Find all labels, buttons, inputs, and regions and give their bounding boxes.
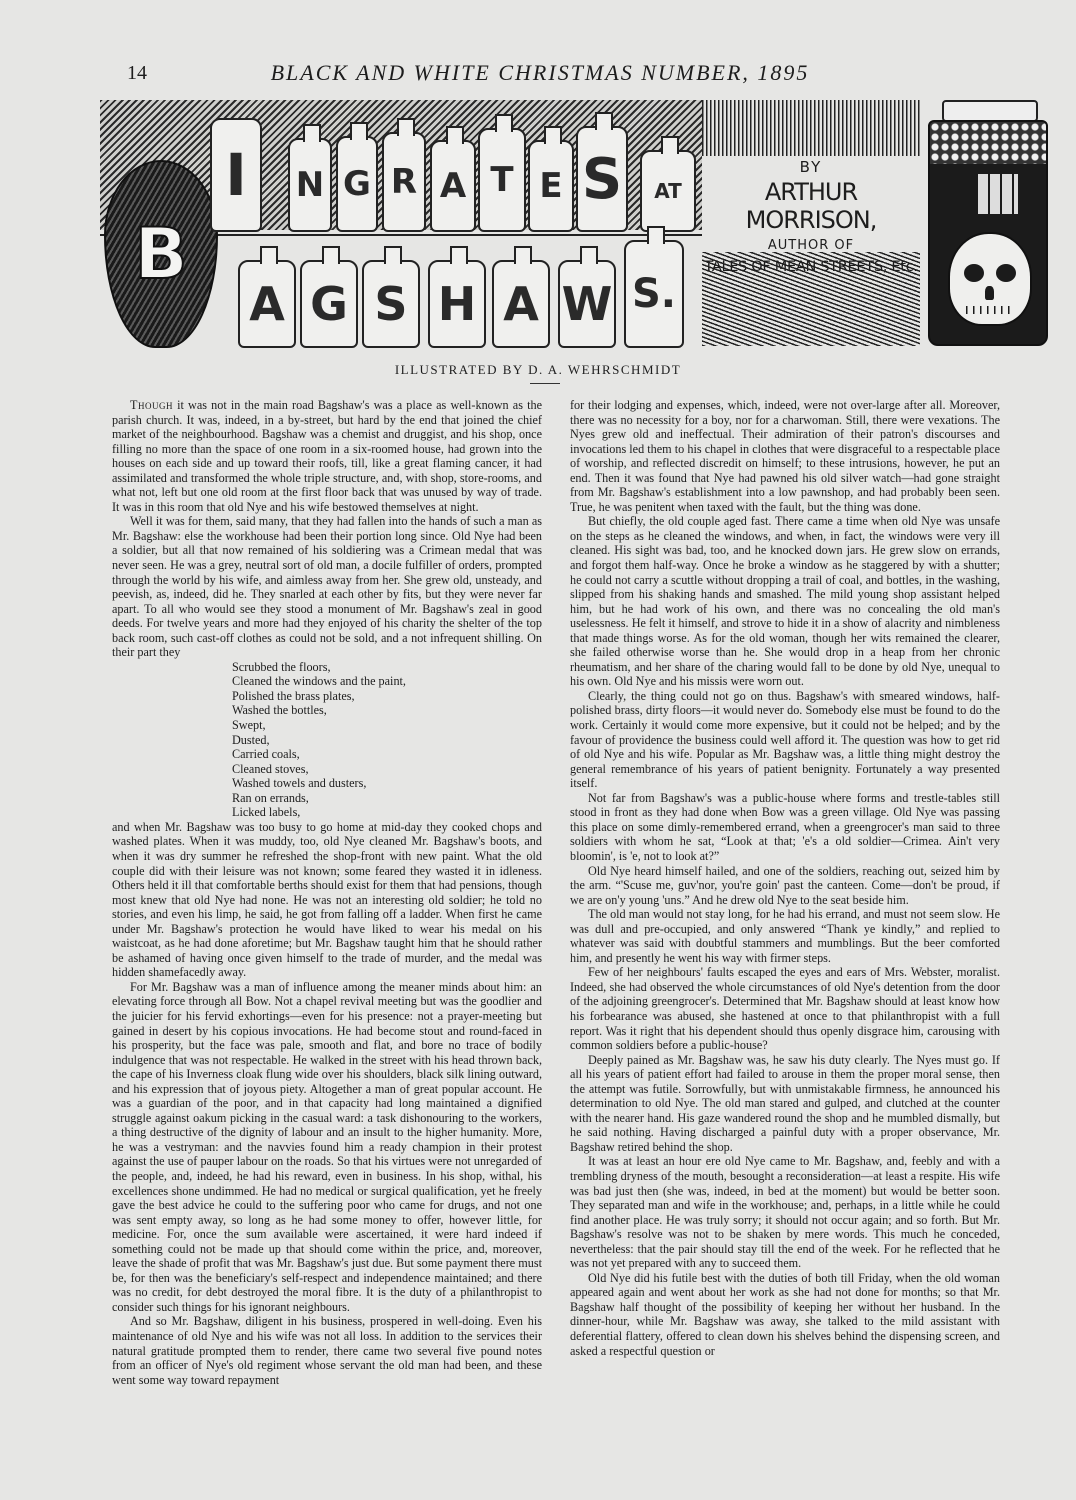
list-item: Carried coals, — [232, 747, 300, 762]
title-letter-bottle: A — [238, 260, 296, 348]
author-byline — [702, 100, 920, 348]
author-name: ARTHUR MORRISON, — [745, 178, 877, 234]
title-letter-bottle: A — [430, 140, 476, 232]
title-letter-bottle: R — [382, 132, 426, 232]
author-of-label: AUTHOR OF — [767, 238, 855, 253]
title-letter-bottle: A — [492, 260, 550, 348]
jar-lid-icon — [942, 100, 1038, 122]
previous-work: TALES OF MEAN STREETS, Etc. — [704, 259, 918, 275]
title-letter-bottle: S. — [624, 240, 684, 348]
paragraph: Though it was not in the main road Bagshaw's was a place as well-known as the parish church. It was, indeed, in a by-street, but hard by the end that joined the chief market of the neighbourhood. Bagshaw was a chemist and druggist, and his shop, once filling no more than the space of one room in a six-roomed house, had grown into the houses on each side and up toward their roofs, till, like a great flaming cancer, it had assimilated and transformed the whole triple structure, and, with shop, store-rooms, and what not, left but one old room at the first floor back that was unused by way of trade. It was in this room that old Nye and his wife bestowed themselves at night. — [112, 398, 542, 514]
skull-jar-illustration — [928, 100, 1048, 346]
title-connector-bottle: AT — [640, 150, 696, 232]
chores-list — [232, 660, 542, 820]
pills-icon — [930, 122, 1046, 164]
title-letter-bottle: S — [576, 126, 628, 232]
title-letter-bottle: I — [210, 118, 262, 232]
list-item: Licked labels, — [232, 805, 301, 820]
paragraph: Few of her neighbours' faults escaped the eyes and ears of Mrs. Webster, moralist. Indeed, she had observed the whole circumstances of old Nye's detention from the door of the adjoining greengrocer's. Determined that Mr. Bagshaw should at least know how his forbearance was abused, she hastened at once to that philanthropist with a full report. Was it right that his dependent should thus openly disgrace him, carousing with common soldiers before a public-house? — [570, 965, 1000, 1053]
list-item: Washed towels and dusters, — [232, 776, 367, 791]
title-letter-bottle: G — [300, 260, 358, 348]
paragraph: The old man would not stay long, for he had his errand, and must not seem slow. He was dull and pre-occupied, and only answered “Thank ye kindly,” and replied to whatever was said with doubtful stammers and mumblings. But the beer comforted him, and presently he went his way with firmer steps. — [570, 907, 1000, 965]
paragraph: Deeply pained as Mr. Bagshaw was, he saw his duty clearly. The Nyes must go. If all his years of patient effort had failed to arouse in them the proper moral sense, then the attempt was futile. Sorrowfully, but with unmistakable firmness, he announced his determination to old Nye. The old man stared and gulped, and clutched at the counter with the nearer hand. His gaze wandered round the shop and he mumbled dismally, but he said nothing. Having discharged a painful duty with a proper observance, Mr. Bagshaw retired behind the shop. — [570, 1052, 1000, 1154]
title-letter-bottle: H — [428, 260, 486, 348]
page-number: 14 — [127, 62, 147, 84]
list-item: Dusted, — [232, 732, 270, 747]
list-item: Cleaned stoves, — [232, 761, 309, 776]
list-item: Polished the brass plates, — [232, 688, 355, 703]
illustrator-credit: ILLUSTRATED BY D. A. WEHRSCHMIDT — [394, 362, 682, 377]
title-letter-bottle: G — [336, 136, 378, 232]
publication-title: BLACK AND WHITE CHRISTMAS NUMBER, 1895 — [270, 60, 810, 85]
paragraph: Not far from Bagshaw's was a public-house where forms and trestle-tables still stood in front as they had done when Bow was a green village. Old Nye was passing this place on some dimly-remembered errand, when a greengrocer's man said to three soldiers with whom he sat, “Look at that; 'e's a old soldier—Crimea. Ain't very bloomin', is 'e, not to look at?” — [570, 790, 1000, 863]
list-item: Ran on errands, — [232, 790, 309, 805]
skull-icon — [948, 232, 1032, 326]
title-banner — [100, 100, 1060, 348]
running-head — [0, 60, 1076, 90]
paragraph: for their lodging and expenses, which, indeed, were not over-large after all. Moreover, there was no necessity for a boy, nor for a charwoman. Still, there were vexations. The Nyes grew old and ineffectual. Their admiration of their patron's discourses and invocations led them to his chapel in clothes that were disgraceful to a respectable place of worship, and reflected discredit on himself; to these intrusions, however, he put an end. Then it was found that Nye had pawned his old silver watch—had gone straight from Mr. Bagshaw's establishment into a low pawnshop, and had probably been seen. True, he was penitent when taxed with the fault, but the thing was done. — [570, 398, 1000, 514]
paragraph: It was at least an hour ere old Nye came to Mr. Bagshaw, and, feebly and with a trembling dryness of the mouth, besought a reconsideration—at least a respite. His wife was bad just then (she was, indeed, in bed at the moment) but would be better soon. They separated man and wife in the workhouse; and, perhaps, in a little while he could find another place. He was truly sorry; it should not occur again; and so forth. But Mr. Bagshaw's resolve was not to be shaken by mere words. This much he conceded, nevertheless: that the pair should stay till the end of the week. For he reflected that he was not yet prepared with any to succeed them. — [570, 1154, 1000, 1271]
title-letter-bottle: N — [288, 138, 332, 232]
paragraph: For Mr. Bagshaw was a man of influence among the meaner minds about him: an elevating force through all Bow. Not a chapel revival meeting but was the goodlier and the juicier for his fervid exhortings—even for his presence: not a prayer-meeting but gained in desert by his copious invocations. He had become stout and round-faced in his prosperity, but the face was pale, smooth and flat, and bore no trace of bodily indulgence that was not respectable. He walked in the street with his head thrown back, the cape of his Inverness cloak flung wide over his shoulders, black silk lining outward, and his expression that of joyous piety. Altogether a man of great popular account. He was a guardian of the poor, and in that capacity had long maintained a dignified struggle against oakum picking in the casual ward: a task dishonouring to the workers, a thing destructive of the dignity of labour and an insult to the higher humanity. More, he was a vestryman: and the navvies found him a ready champion in their protest against the use of pauper labour on the roads. So that his virtues were not unregarded of the people, and, indeed, he had his reward, even in business. In his shop, withal, his excellences shone undimmed. He had no medical or surgical qualification, yet he freely gave the best advice he could to the suffering poor who came for drugs, and not one was sent empty away, so long as he had some money to offer, however little, for medicine. For, once the sum available were ascertained, it were hard indeed if something could not be made up that should come within the price, and, moreover, leave the shade of profit that was Mr. Bagshaw's just due. But some payment there must be, for then was the beneficiary's self-respect and independence maintained; and there was no credit, for debt destroyed the moral fibre. It is the duty of a philanthropist to consider such things for his ignorant neighbours. — [112, 979, 542, 1314]
wavy-hatch-top — [702, 100, 920, 156]
paragraph: Clearly, the thing could not go on thus. Bagshaw's with smeared windows, half-polished brass, dirty floors—it would never do. Somebody else must be found to do the work. Certainly it would come more expensive, but it could not be helped; and by the favour of providence the business could well afford it. The question was how to get rid of old Nye and his wife. Popular as Mr. Bagshaw was, a little thing might destroy the general remembrance of his years of patient benignity. Fortunately a way presented itself. — [570, 688, 1000, 791]
list-item: Swept, — [232, 718, 266, 733]
text-column-2 — [570, 398, 1000, 1358]
flask-b-icon: B — [104, 160, 218, 348]
list-item: Cleaned the windows and the paint, — [232, 674, 406, 689]
list-item: Washed the bottles, — [232, 703, 327, 718]
paragraph: and when Mr. Bagshaw was too busy to go home at mid-day they cooked chops and washed plates. When it was muddy, too, old Nye cleaned Mr. Bagshaw's boots, and when it was dry summer he refreshed the shop-front with new paint. What the old couple did with their leisure was not known; some feared they wasted it in idleness. Others held it ill that comfortable berths should exist for them that had pensions, though most knew that old Nye had none. He was not an interesting old soldier; he told no stories, and even his limp, he said, he got from falling off a ladder. When first he came under Mr. Bagshaw's protection he would have liked to wear his medal on his waistcoat, as he had done aforetime; but Mr. Bagshaw taught him that he should rather be ashamed of having once given himself to the trade of murder, and the medal was hidden shamefacedly away. — [112, 819, 542, 980]
paragraph: Old Nye heard himself hailed, and one of the soldiers, reaching out, seized him by the arm. “'Scuse me, guv'nor, you're goin' past the canteen. Come—don't be proud, if we are on'y young 'uns.” And he drew old Nye to the seat beside him. — [570, 863, 1000, 907]
bottle-shelf-illustration — [100, 100, 702, 348]
text-column-1 — [112, 398, 542, 1387]
paragraph: But chiefly, the old couple aged fast. There came a time when old Nye was unsafe on the steps as he cleaned the windows, and when, in fact, the windows were very ill cleaned. His sight was bad, too, and he knocked down jars. He grew slow on errands, and forgot them half-way. Once he broke a window as he staggered by with a shutter; he could not carry a scuttle without dropping a trail of coal, and bottles, in the washing, slipped from his shaking hands and smashed. The mild young shop assistant helped him, but he had work of his own, and there was no concealing the old man's uselessness. He felt it himself, and strove to hide it in a show of alacrity and nimbleness that made things worse. As for the old woman, though her wits remained the clearer, she failed otherwise worse than he. She would drop in a heap from her chronic rheumatism, and her share of the charing would fall to be done by old Nye, unequal to his own. Old Nye and his missis were worn out. — [570, 514, 1000, 689]
paragraph: Well it was for them, said many, that they had fallen into the hands of such a man as Mr. Bagshaw: else the workhouse had been their portion long since. Old Nye had been a soldier, but all that now remained of his soldiering was a Crimean medal that was never seen. He was a grey, neutral sort of old man, a docile fulfiller of orders, prompted through the world by his wife, and aimless away from her. She grew old, unsteady, and peevish, as, indeed, did he. They snarled at each other by fits, but they were never far apart. To all who would see they stood a monument of Mr. Bagshaw's zeal in good deeds. For twelve years and more had they enjoyed of his charity the shelter of the top back room, such cast-off clothes as could not be sold, and a not infrequent shilling. On their part they — [112, 514, 542, 660]
window-icon — [976, 174, 1018, 214]
title-letter-bottle: S — [362, 260, 420, 348]
paragraph: And so Mr. Bagshaw, diligent in his business, prospered in well-doing. Even his maintenance of old Nye and his wife was not all loss. In addition to the services their natural gratitude prompted them to render, there came two several five pound notes from an officer of Nye's old regiment whose servant the old man had been, and these went some way toward repayment — [112, 1314, 542, 1387]
divider — [530, 383, 560, 384]
list-item: Scrubbed the floors, — [232, 659, 331, 674]
by-label: BY — [799, 158, 823, 176]
paragraph: Old Nye did his futile best with the duties of both till Friday, when the old woman appeared again and went about her work as she had not done for months; so that Mr. Bagshaw half thought of the possibility of keeping her without her husband. In the dinner-hour, while Mr. Bagshaw was away, she talked to the mild assistant with deferential flattery, offered to clean down his shelves behind the dispensing screen, and asked a respectful question or — [570, 1270, 1000, 1358]
title-letter-bottle: T — [478, 128, 526, 232]
title-letter-bottle: E — [528, 140, 574, 232]
title-letter-bottle: W — [558, 260, 616, 348]
